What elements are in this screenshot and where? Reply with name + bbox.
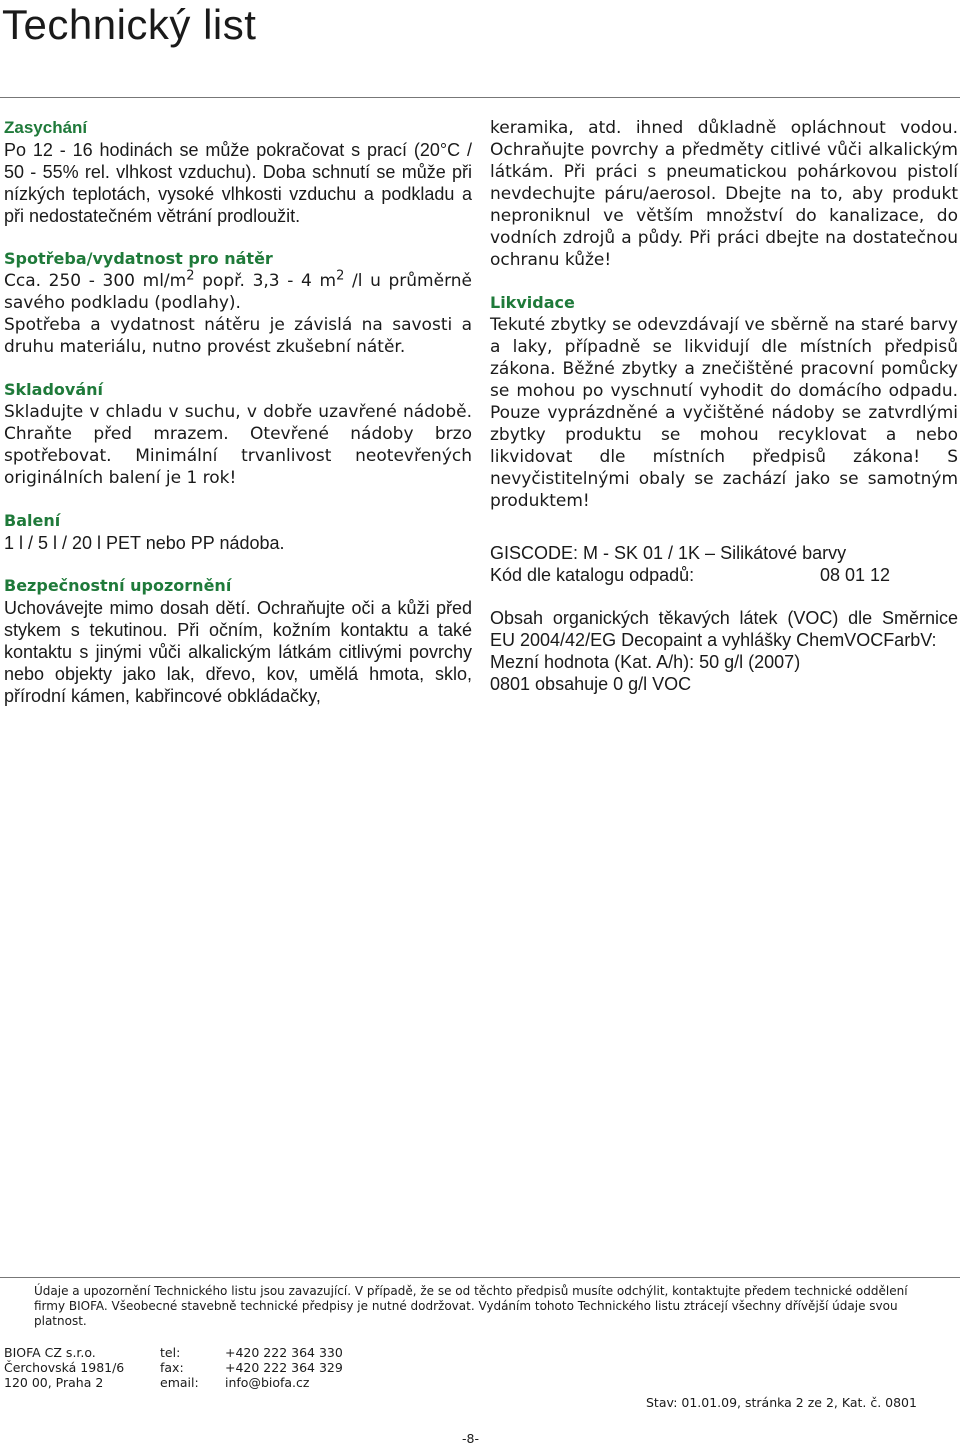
text-zasychani: Po 12 - 16 hodinách se může pokračovat s prací (20°C / 50 - 55% rel. vlhkost vzduchu). Doba schnutí se může při nízkých teplotách, vysoké vlhkosti vzduchu a podkladu a při nedostatečném větrání prodloužit.	[4, 140, 472, 226]
heading-zasychani: Zasychání	[4, 118, 88, 137]
heading-likvidace: Likvidace	[490, 293, 575, 312]
document-status: Stav: 01.01.09, stránka 2 ze 2, Kat. č. 0801	[646, 1395, 917, 1410]
page-number: -8-	[462, 1431, 479, 1446]
contact-values	[225, 1345, 343, 1390]
company-city: 120 00, Praha 2	[4, 1375, 104, 1390]
section-baleni	[4, 510, 472, 554]
text-likvidace: Tekuté zbytky se odevzdávají ve sběrně na staré barvy a laky, případně se likvidují dle místních předpisů zákona. Běžné zbytky a znečištěné pracovní pomůcky se mohou po vyschnutí vyhodit do domácího odpadu. Pouze vyprázdněné a vyčištěné nádoby se zatvrdlými zbytky produktu se mohou recyklovat a nebo likvidovat dle místních předpisů zákona! S nevyčistitelnými obaly se zachází jako se samotným produktem!	[490, 315, 958, 511]
section-likvidace	[490, 292, 958, 512]
heading-spotreba: Spotřeba/vydatnost pro nátěr	[4, 249, 273, 268]
section-zasychani	[4, 117, 472, 227]
section-bezpecnost	[4, 575, 472, 707]
section-bezpecnost-cont	[490, 117, 958, 271]
email-label: email:	[160, 1375, 199, 1390]
waste-code-label: Kód dle katalogu odpadů:	[490, 565, 695, 585]
tel-value: +420 222 364 330	[225, 1345, 343, 1360]
document-title: Technický list	[2, 1, 257, 48]
fax-value: +420 222 364 329	[225, 1360, 343, 1375]
text-bezpecnost: Uchovávejte mimo dosah dětí. Ochraňujte oči a kůži před stykem s tekutinou. Při očním, kožním kontaktu a také kontaktu s jinými vůči alkalickým látkám citlivými povrchy nebo objekty jako lak, dřevo, kov, umělá hmota, sklo, přírodní kámen, kabřincové obkládačky,	[4, 598, 472, 706]
company-name: BIOFA CZ s.r.o.	[4, 1345, 96, 1360]
section-spotreba	[4, 248, 472, 358]
email-link[interactable]: info@biofa.cz	[225, 1375, 310, 1390]
waste-code-row	[490, 564, 958, 586]
footer-divider	[0, 1277, 960, 1278]
company-address	[4, 1345, 124, 1390]
text-spotreba: Cca. 250 - 300 $ml/m^2$ popř. 3,3 - 4 $m^2$ /l u průměrně savého podkladu (podlahy).	[4, 268, 472, 313]
waste-code-value: 08 01 12	[820, 565, 891, 585]
right-column	[490, 117, 958, 716]
text-spotreba-2: Spotřeba a vydatnost nátěru je závislá na savosti a druhu materiálu, nutno provést zkušební nátěr.	[4, 315, 472, 357]
tel-label: tel:	[160, 1345, 181, 1360]
section-skladovani	[4, 379, 472, 489]
left-column	[4, 117, 472, 728]
section-voc	[490, 607, 958, 695]
text-baleni: 1 l / 5 l / 20 l PET nebo PP nádoba.	[4, 533, 285, 553]
heading-bezpecnost: Bezpečnostní upozornění	[4, 576, 232, 595]
section-giscode	[490, 542, 958, 586]
giscode-line: GISCODE: M - SK 01 / 1K – Silikátové barvy	[490, 543, 847, 563]
header-divider	[0, 97, 960, 98]
voc-limit: Mezní hodnota (Kat. A/h): 50 g/l (2007)	[490, 652, 801, 672]
text-skladovani: Skladujte v chladu v suchu, v dobře uzavřené nádobě. Chraňte před mrazem. Otevřené nádoby brzo spotřebovat. Minimální trvanlivost neotevřených originálních balení je 1 rok!	[4, 402, 472, 488]
text-voc: Obsah organických těkavých látek (VOC) dle Směrnice EU 2004/42/EG Decopaint a vyhlášky ChemVOCFarbV:	[490, 608, 958, 650]
company-street: Čerchovská 1981/6	[4, 1360, 125, 1375]
voc-content: 0801 obsahuje 0 g/l VOC	[490, 674, 692, 694]
footer-note: Údaje a upozornění Technického listu jsou zavazující. V případě, že se od těchto předpisů musíte odchýlit, kontaktujte předem technické oddělení firmy BIOFA. Všeobecné stavebně technické předpisy je nutné dodržovat. Vydáním tohoto Technického listu ztrácejí všechny dřívější údaje svou platnost.	[34, 1284, 908, 1328]
text-bezpecnost-cont: keramika, atd. ihned důkladně opláchnout vodou. Ochraňujte povrchy a předměty citlivé vůči alkalickým látkám. Při práci s pneumatickou pohárkovou pistolí nevdechujte páru/aerosol. Dbejte na to, aby produkt neproniknul ve větším množství do kanalizace, do vodních zdrojů a půdy. Při práci dbejte na dostatečnou ochranu kůže!	[490, 118, 958, 270]
heading-baleni: Balení	[4, 511, 61, 530]
heading-skladovani: Skladování	[4, 380, 103, 399]
fax-label: fax:	[160, 1360, 184, 1375]
contact-labels	[160, 1345, 199, 1390]
